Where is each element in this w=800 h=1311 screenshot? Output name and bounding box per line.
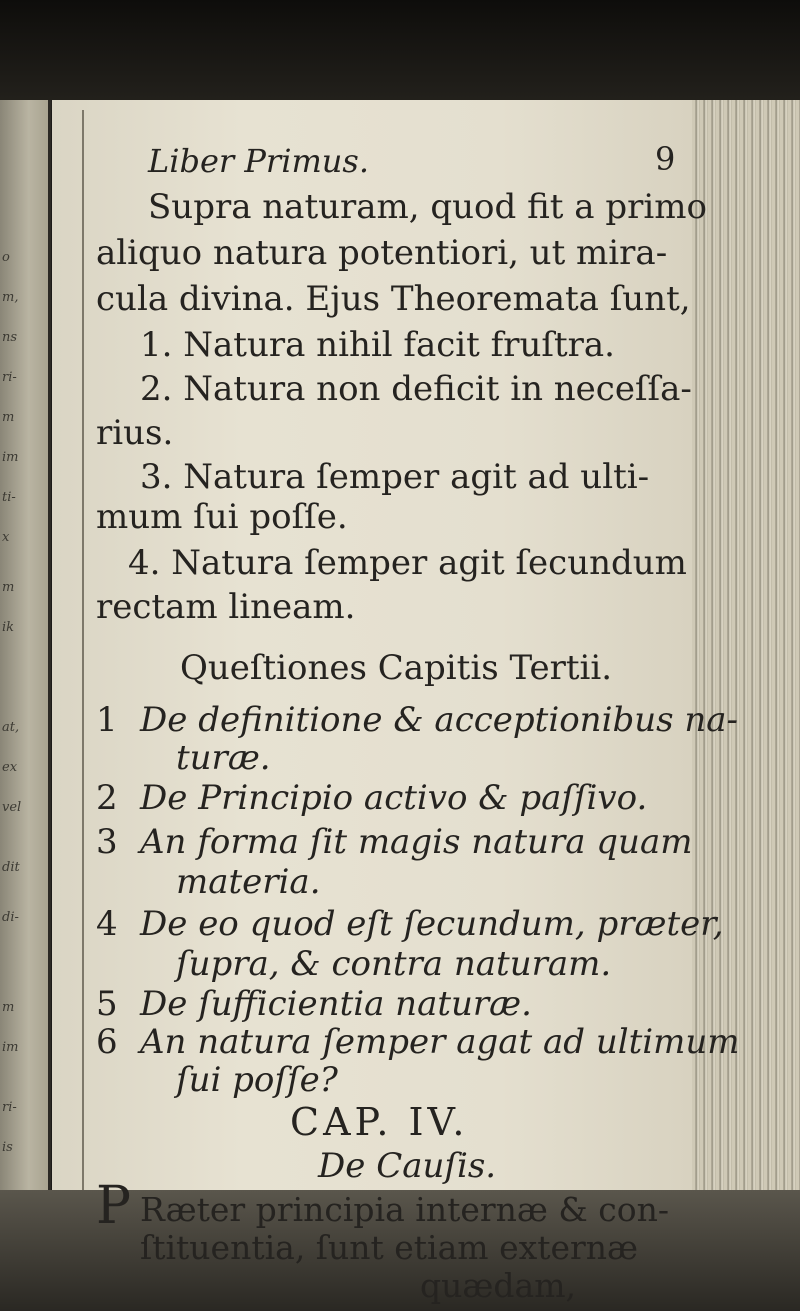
question-3: An forma ſit magis natura quam — [140, 822, 693, 862]
left-fragment: vel — [2, 800, 22, 814]
left-fragment: ex — [2, 760, 18, 774]
chapter-heading: CAP. IV. — [290, 1100, 469, 1144]
question-3-cont: materia. — [176, 862, 321, 902]
left-fragment: ri- — [2, 1100, 17, 1114]
theorem-3 — [140, 457, 650, 497]
left-fragment: ns — [2, 330, 18, 344]
left-fragment: ti- — [2, 490, 16, 504]
questions-title: Queſtiones Capitis Tertii. — [180, 648, 613, 688]
question-num: 3 — [96, 822, 118, 862]
theorem-text: Natura ſemper agit ad ulti- — [183, 457, 650, 497]
theorem-3-cont: mum ſui poſſe. — [96, 497, 348, 537]
left-fragment: x — [2, 530, 10, 544]
theorem-num: 3. — [140, 457, 173, 497]
chapter-line-3: quædam, — [420, 1266, 576, 1305]
margin-rule — [82, 110, 84, 1190]
theorem-2 — [140, 369, 692, 409]
question-4: De eo quod eſt ſecundum, præter, — [140, 904, 724, 944]
question-num: 4 — [96, 904, 118, 944]
question-num: 5 — [96, 984, 118, 1024]
intro-line-1: Supra naturam, quod fit a primo — [148, 187, 707, 227]
intro-line-3: cula divina. Ejus Theoremata ſunt, — [96, 279, 691, 319]
question-6-cont: ſui poſſe? — [176, 1060, 338, 1100]
question-4-cont: ſupra, & contra naturam. — [176, 944, 612, 984]
question-num: 6 — [96, 1022, 118, 1062]
theorem-text: Natura nihil facit fruſtra. — [183, 325, 615, 365]
intro-line-2: aliquo natura potentiori, ut mira- — [96, 233, 668, 273]
question-6: An natura ſemper agat ad ultimum — [140, 1022, 740, 1062]
left-fragment: ik — [2, 620, 15, 634]
question-1: De definitione & acceptionibus na- — [140, 700, 739, 740]
theorem-num: 2. — [140, 369, 173, 409]
top-shadow — [0, 0, 800, 110]
theorem-text: Natura ſemper agit ſecundum — [171, 543, 687, 583]
left-fragment: at, — [2, 720, 20, 734]
running-head: Liber Primus. — [148, 142, 369, 180]
chapter-line-1: Ræter principia internæ & con- — [140, 1190, 670, 1229]
theorem-4 — [128, 543, 687, 583]
theorem-4-cont: rectam lineam. — [96, 587, 356, 627]
question-num: 1 — [96, 700, 118, 740]
left-page-edge — [0, 100, 48, 1200]
theorem-text: Natura non deficit in neceſſa- — [183, 369, 692, 409]
left-fragment: ri- — [2, 370, 17, 384]
theorem-2-cont: rius. — [96, 413, 174, 453]
theorem-num: 1. — [140, 325, 173, 365]
question-5: De ſufficientia naturæ. — [140, 984, 532, 1024]
chapter-line-2: ſtituentia, ſunt etiam externæ — [140, 1228, 639, 1267]
question-1-cont: turæ. — [176, 738, 271, 778]
left-fragment: is — [2, 1140, 13, 1154]
left-fragment: m — [2, 410, 15, 424]
theorem-num: 4. — [128, 543, 161, 583]
left-fragment: m — [2, 580, 15, 594]
question-2: De Principio activo & paſſivo. — [140, 778, 648, 818]
theorem-1 — [140, 325, 615, 365]
drop-capital: P — [96, 1176, 131, 1236]
left-fragment: di- — [2, 910, 19, 924]
left-fragment: im — [2, 1040, 19, 1054]
chapter-subtitle: De Cauſis. — [318, 1146, 497, 1186]
left-fragment: im — [2, 450, 19, 464]
question-num: 2 — [96, 778, 118, 818]
left-fragment: o — [2, 250, 10, 264]
left-fragment: m — [2, 1000, 15, 1014]
left-fragment: dit — [2, 860, 20, 874]
gutter — [48, 100, 51, 1200]
page-number: 9 — [655, 140, 676, 178]
left-fragment: m, — [2, 290, 19, 304]
